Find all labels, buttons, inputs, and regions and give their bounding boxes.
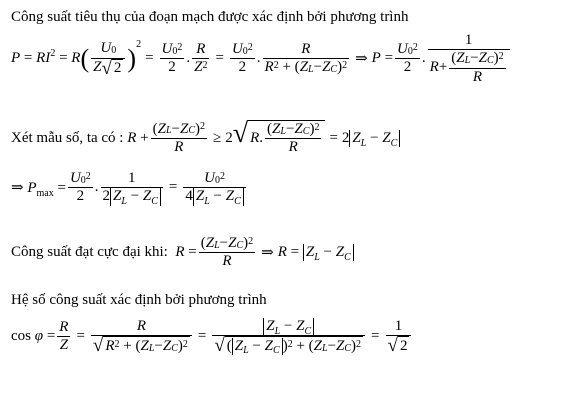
denominator-analysis: Xét mẫu số, ta có : R + ( Z $_L$ − Z $_C$ ) $^2$ R ≥ 2 √ R . ( Z $_L$ − Z $_C$ ) $^2$ R = 2 $Z_L - Z_C$ xyxy=(11,120,400,157)
cosphi-equation: cos φ = $\frac{R}{Z}$ = R √ R $^2$ + ( Z $_L$ − Z $_C$ ) $^2$ = $Z_L - Z_C$ √ ( $Z_L - Z_C$ ) $^2$ + ( Z $_L$ − Z $_C$ ) $^2$ = 1 √ 2 xyxy=(11,318,413,355)
power-equation: $P = RI^2 = R$ ( U $_0$ Z √ 2 ) $^2$ = U $_0$ $^2$ 2 . R Z $^2$ = U $_0$ $^2$ 2 . R R $^2$ + ( Z $_L$ − Z $_C$ ) $^2$ ⇒ P = U $_0$ $^2$ 2 . 1 R + ( Z $_L$ − Z $_C$ ) $^2$ R xyxy=(11,32,512,86)
text-line-6: Hệ số công suất xác định bởi phương trình xyxy=(11,292,267,308)
pmax-equation: ⇒ $P_{max}$ = U $_0$ $^2$ 2 . 1 2 $Z_L - Z_C$ = U $_0$ $^2$ 4 $Z_L - Z_C$ xyxy=(11,170,248,206)
text-line-1: Công suất tiêu thụ của đoạn mạch được xác định bởi phương trình xyxy=(11,9,409,25)
analysis-label: Xét mẫu số, ta có : xyxy=(11,129,124,146)
max-condition-label: Công suất đạt cực đại khi: xyxy=(11,244,168,261)
max-condition: Công suất đạt cực đại khi: R = ( Z $_L$ − Z $_C$ ) $^2$ R ⇒ R = $Z_L - Z_C$ xyxy=(11,235,354,271)
